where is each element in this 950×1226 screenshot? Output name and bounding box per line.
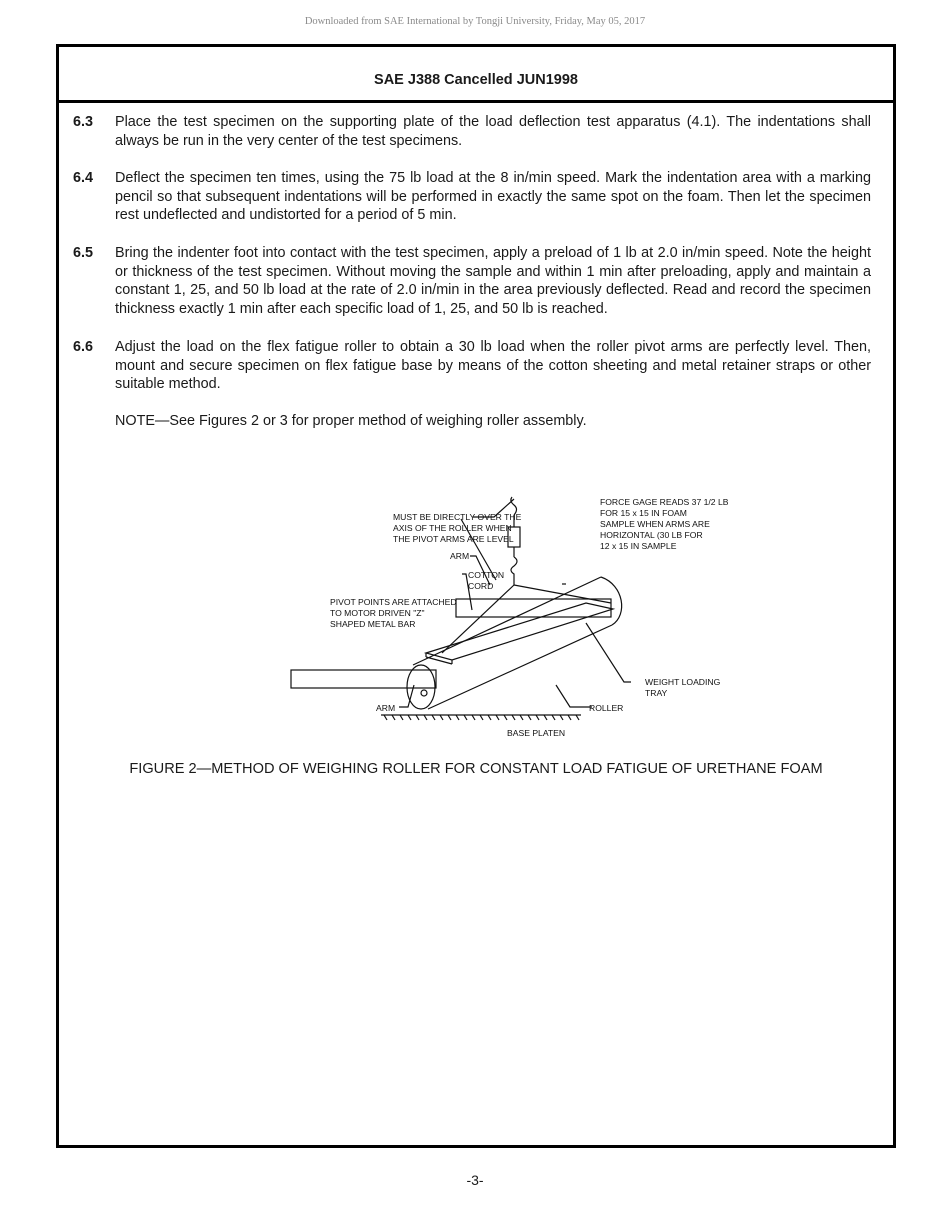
must-label-3: THE PIVOT ARMS ARE LEVEL — [393, 534, 514, 544]
section-number: 6.4 — [73, 170, 94, 186]
section-6-3 — [73, 113, 871, 150]
section-6-6 — [73, 338, 871, 394]
pivot-label-3: SHAPED METAL BAR — [330, 619, 416, 629]
must-label-2: AXIS OF THE ROLLER WHEN — [393, 523, 512, 533]
section-text: Place the test specimen on the supporting plate of the load deflection test apparatus (4.1). The indentations shall always be run in the very center of the test specimens. — [115, 114, 871, 149]
pivot-label-1: PIVOT POINTS ARE ATTACHED — [330, 597, 457, 607]
section-number: 6.6 — [73, 339, 94, 355]
roller-leader — [556, 685, 592, 707]
note-text: NOTE—See Figures 2 or 3 for proper method of weighing roller assembly. — [115, 413, 587, 429]
roller-axle — [421, 690, 427, 696]
roller-weighing-figure — [256, 475, 729, 740]
must-label-1: MUST BE DIRECTLY OVER THE — [393, 512, 522, 522]
section-text: Bring the indenter foot into contact with the test specimen, apply a preload of 1 lb at 2.0 in/min speed. Note the height or thickness of the test specimen. Without moving the sample and within 1 min after preloading, apply and maintain a constant 1, 25, and 50 lb load at the rate of 2.0 in/min in the area previously deflected. Read and record the specimen thickness exactly 1 min after each specific load of 1, 25, and 50 lb is reached. — [115, 245, 871, 317]
force-label-2: FOR 15 x 15 IN FOAM — [600, 508, 687, 518]
section-6-5 — [73, 244, 871, 318]
roller-bottom-edge — [428, 625, 612, 709]
section-number: 6.5 — [73, 245, 94, 261]
figure-caption: FIGURE 2—METHOD OF WEIGHING ROLLER FOR CONSTANT LOAD FATIGUE OF URETHANE FOAM — [129, 761, 823, 777]
roller-top-edge — [413, 577, 601, 665]
section-6-4 — [73, 169, 871, 225]
force-label-4: HORIZONTAL (30 LB FOR — [600, 530, 703, 540]
force-label-3: SAMPLE WHEN ARMS ARE — [600, 519, 710, 529]
roller-label: ROLLER — [589, 703, 624, 713]
base-hatching — [384, 715, 579, 720]
base-label: BASE PLATEN — [507, 728, 566, 738]
weight-leader — [586, 623, 631, 682]
weight-tray — [426, 603, 613, 660]
weight-label-2: TRAY — [645, 688, 668, 698]
force-label-5: 12 x 15 IN SAMPLE — [600, 541, 677, 551]
cotton-cord-left — [442, 585, 514, 653]
cotton-label-1: COTTON — [468, 570, 505, 580]
arm-bottom-label: ARM — [376, 703, 396, 713]
roller-front-end — [407, 665, 435, 709]
page-frame — [56, 44, 896, 1148]
section-text: Deflect the specimen ten times, using the 75 lb load at the 8 in/min speed. Mark the indentation area with a marking pencil so that subsequent indentations will be performed in exactly the same spot on the foam. Then let the specimen rest undeflected and undistorted for a period of 5 min. — [115, 170, 871, 224]
arm-top-label: ARM — [450, 551, 470, 561]
bottom-hook — [511, 557, 517, 585]
header-title: SAE J388 Cancelled JUN1998 — [374, 72, 578, 88]
pivot-label-2: TO MOTOR DRIVEN "Z" — [330, 608, 425, 618]
section-number: 6.3 — [73, 114, 94, 130]
document-header — [59, 47, 893, 103]
download-watermark: Downloaded from SAE International by Tongji University, Friday, May 05, 2017 — [304, 16, 646, 27]
cotton-cord-right — [514, 585, 611, 603]
section-text: Adjust the load on the flex fatigue roller to obtain a 30 lb load when the roller pivot arms are perfectly level. Then, mount and secure specimen on flex fatigue base by means of the cotton sheeting and metal retainer straps or other suitable method. — [115, 339, 871, 393]
page-number: -3- — [466, 1172, 484, 1188]
cotton-label-2: CORD — [468, 581, 494, 591]
force-label-1: FORCE GAGE READS 37 1/2 LB — [600, 497, 729, 507]
weight-label-1: WEIGHT LOADING — [645, 677, 721, 687]
